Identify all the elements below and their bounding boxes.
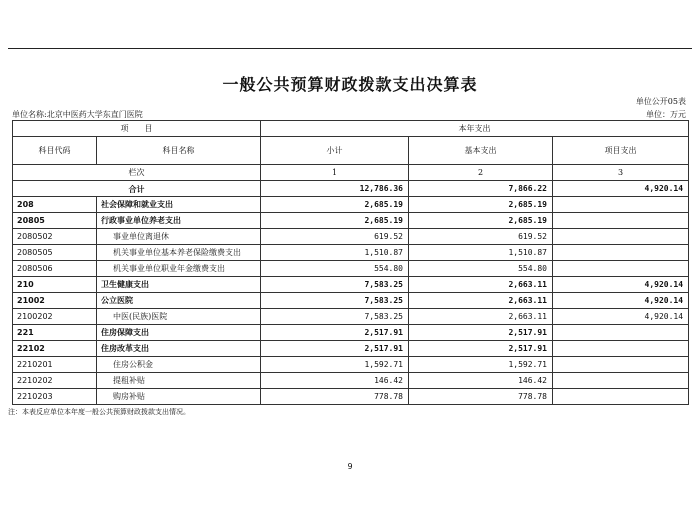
row-subtotal: 1,510.87	[261, 245, 409, 261]
row-subtotal: 2,517.91	[261, 341, 409, 357]
row-name: 住房改革支出	[97, 341, 261, 357]
row-project	[553, 261, 689, 277]
row-code: 2080505	[13, 245, 97, 261]
row-project	[553, 213, 689, 229]
table-row	[13, 373, 689, 389]
row-basic: 2,685.19	[409, 197, 553, 213]
row-code: 21002	[13, 293, 97, 309]
expenditure-table	[12, 120, 689, 405]
footnote: 注：本表反应单位本年度一般公共预算财政拨款支出情况。	[8, 408, 190, 416]
row-code: 221	[13, 325, 97, 341]
row-name: 机关事业单位职业年金缴费支出	[97, 261, 261, 277]
row-basic: 1,592.71	[409, 357, 553, 373]
top-rule	[8, 48, 692, 49]
row-basic: 1,510.87	[409, 245, 553, 261]
row-subtotal: 1,592.71	[261, 357, 409, 373]
row-project	[553, 373, 689, 389]
row-name: 住房公积金	[97, 357, 261, 373]
page-number: 9	[347, 462, 353, 471]
row-subtotal: 2,685.19	[261, 197, 409, 213]
row-project	[553, 245, 689, 261]
unit-name: 单位名称:北京中医药大学东直门医院	[12, 110, 143, 119]
header-code: 科目代码	[13, 137, 97, 165]
table-row	[13, 261, 689, 277]
row-name: 中医(民族)医院	[97, 309, 261, 325]
total-label: 合计	[13, 181, 261, 197]
header-project: 项 目	[13, 121, 261, 137]
row-name: 购房补贴	[97, 389, 261, 405]
row-basic: 2,685.19	[409, 213, 553, 229]
table-number: 单位公开05表	[635, 97, 686, 106]
row-code: 2080506	[13, 261, 97, 277]
header-subtotal: 小计	[261, 137, 409, 165]
row-project: 4,920.14	[553, 277, 689, 293]
row-basic: 778.78	[409, 389, 553, 405]
row-subtotal: 778.78	[261, 389, 409, 405]
row-basic: 2,517.91	[409, 325, 553, 341]
row-name: 提租补贴	[97, 373, 261, 389]
index-row	[13, 165, 689, 181]
row-project: 4,920.14	[553, 293, 689, 309]
row-name: 卫生健康支出	[97, 277, 261, 293]
table-row	[13, 357, 689, 373]
row-subtotal: 554.80	[261, 261, 409, 277]
row-project	[553, 229, 689, 245]
row-basic: 554.80	[409, 261, 553, 277]
currency-unit: 单位：万元	[646, 110, 686, 119]
table-row	[13, 229, 689, 245]
table-row	[13, 309, 689, 325]
row-subtotal: 7,583.25	[261, 277, 409, 293]
header-row-1	[13, 121, 689, 137]
row-basic: 2,663.11	[409, 277, 553, 293]
row-code: 2210201	[13, 357, 97, 373]
row-code: 2080502	[13, 229, 97, 245]
table-row	[13, 293, 689, 309]
header-project-exp: 项目支出	[553, 137, 689, 165]
row-name: 住房保障支出	[97, 325, 261, 341]
index-2: 2	[409, 165, 553, 181]
table-row	[13, 325, 689, 341]
header-row-2	[13, 137, 689, 165]
total-basic: 7,866.22	[409, 181, 553, 197]
row-name: 行政事业单位养老支出	[97, 213, 261, 229]
row-project: 4,920.14	[553, 309, 689, 325]
row-subtotal: 619.52	[261, 229, 409, 245]
table-row	[13, 245, 689, 261]
index-1: 1	[261, 165, 409, 181]
row-subtotal: 146.42	[261, 373, 409, 389]
row-name: 公立医院	[97, 293, 261, 309]
row-project	[553, 341, 689, 357]
row-code: 2210203	[13, 389, 97, 405]
row-basic: 2,663.11	[409, 293, 553, 309]
row-basic: 2,663.11	[409, 309, 553, 325]
row-subtotal: 2,517.91	[261, 325, 409, 341]
row-name: 社会保障和就业支出	[97, 197, 261, 213]
table-row	[13, 341, 689, 357]
table-row	[13, 197, 689, 213]
row-code: 2100202	[13, 309, 97, 325]
total-row	[13, 181, 689, 197]
row-subtotal: 7,583.25	[261, 293, 409, 309]
row-project	[553, 389, 689, 405]
row-project	[553, 357, 689, 373]
page-title: 一般公共预算财政拨款支出决算表	[222, 75, 478, 94]
header-name: 科目名称	[97, 137, 261, 165]
table-row	[13, 213, 689, 229]
unit-row	[12, 109, 686, 120]
row-basic: 146.42	[409, 373, 553, 389]
row-code: 210	[13, 277, 97, 293]
index-label: 栏次	[13, 165, 261, 181]
row-code: 208	[13, 197, 97, 213]
table-row	[13, 389, 689, 405]
header-basic: 基本支出	[409, 137, 553, 165]
total-project: 4,920.14	[553, 181, 689, 197]
row-name: 事业单位离退休	[97, 229, 261, 245]
row-code: 2210202	[13, 373, 97, 389]
row-project	[553, 325, 689, 341]
header-current-year: 本年支出	[261, 121, 689, 137]
row-basic: 2,517.91	[409, 341, 553, 357]
row-code: 20805	[13, 213, 97, 229]
row-name: 机关事业单位基本养老保险缴费支出	[97, 245, 261, 261]
row-subtotal: 7,583.25	[261, 309, 409, 325]
row-subtotal: 2,685.19	[261, 213, 409, 229]
index-3: 3	[553, 165, 689, 181]
row-project	[553, 197, 689, 213]
total-subtotal: 12,786.36	[261, 181, 409, 197]
row-basic: 619.52	[409, 229, 553, 245]
table-row	[13, 277, 689, 293]
row-code: 22102	[13, 341, 97, 357]
